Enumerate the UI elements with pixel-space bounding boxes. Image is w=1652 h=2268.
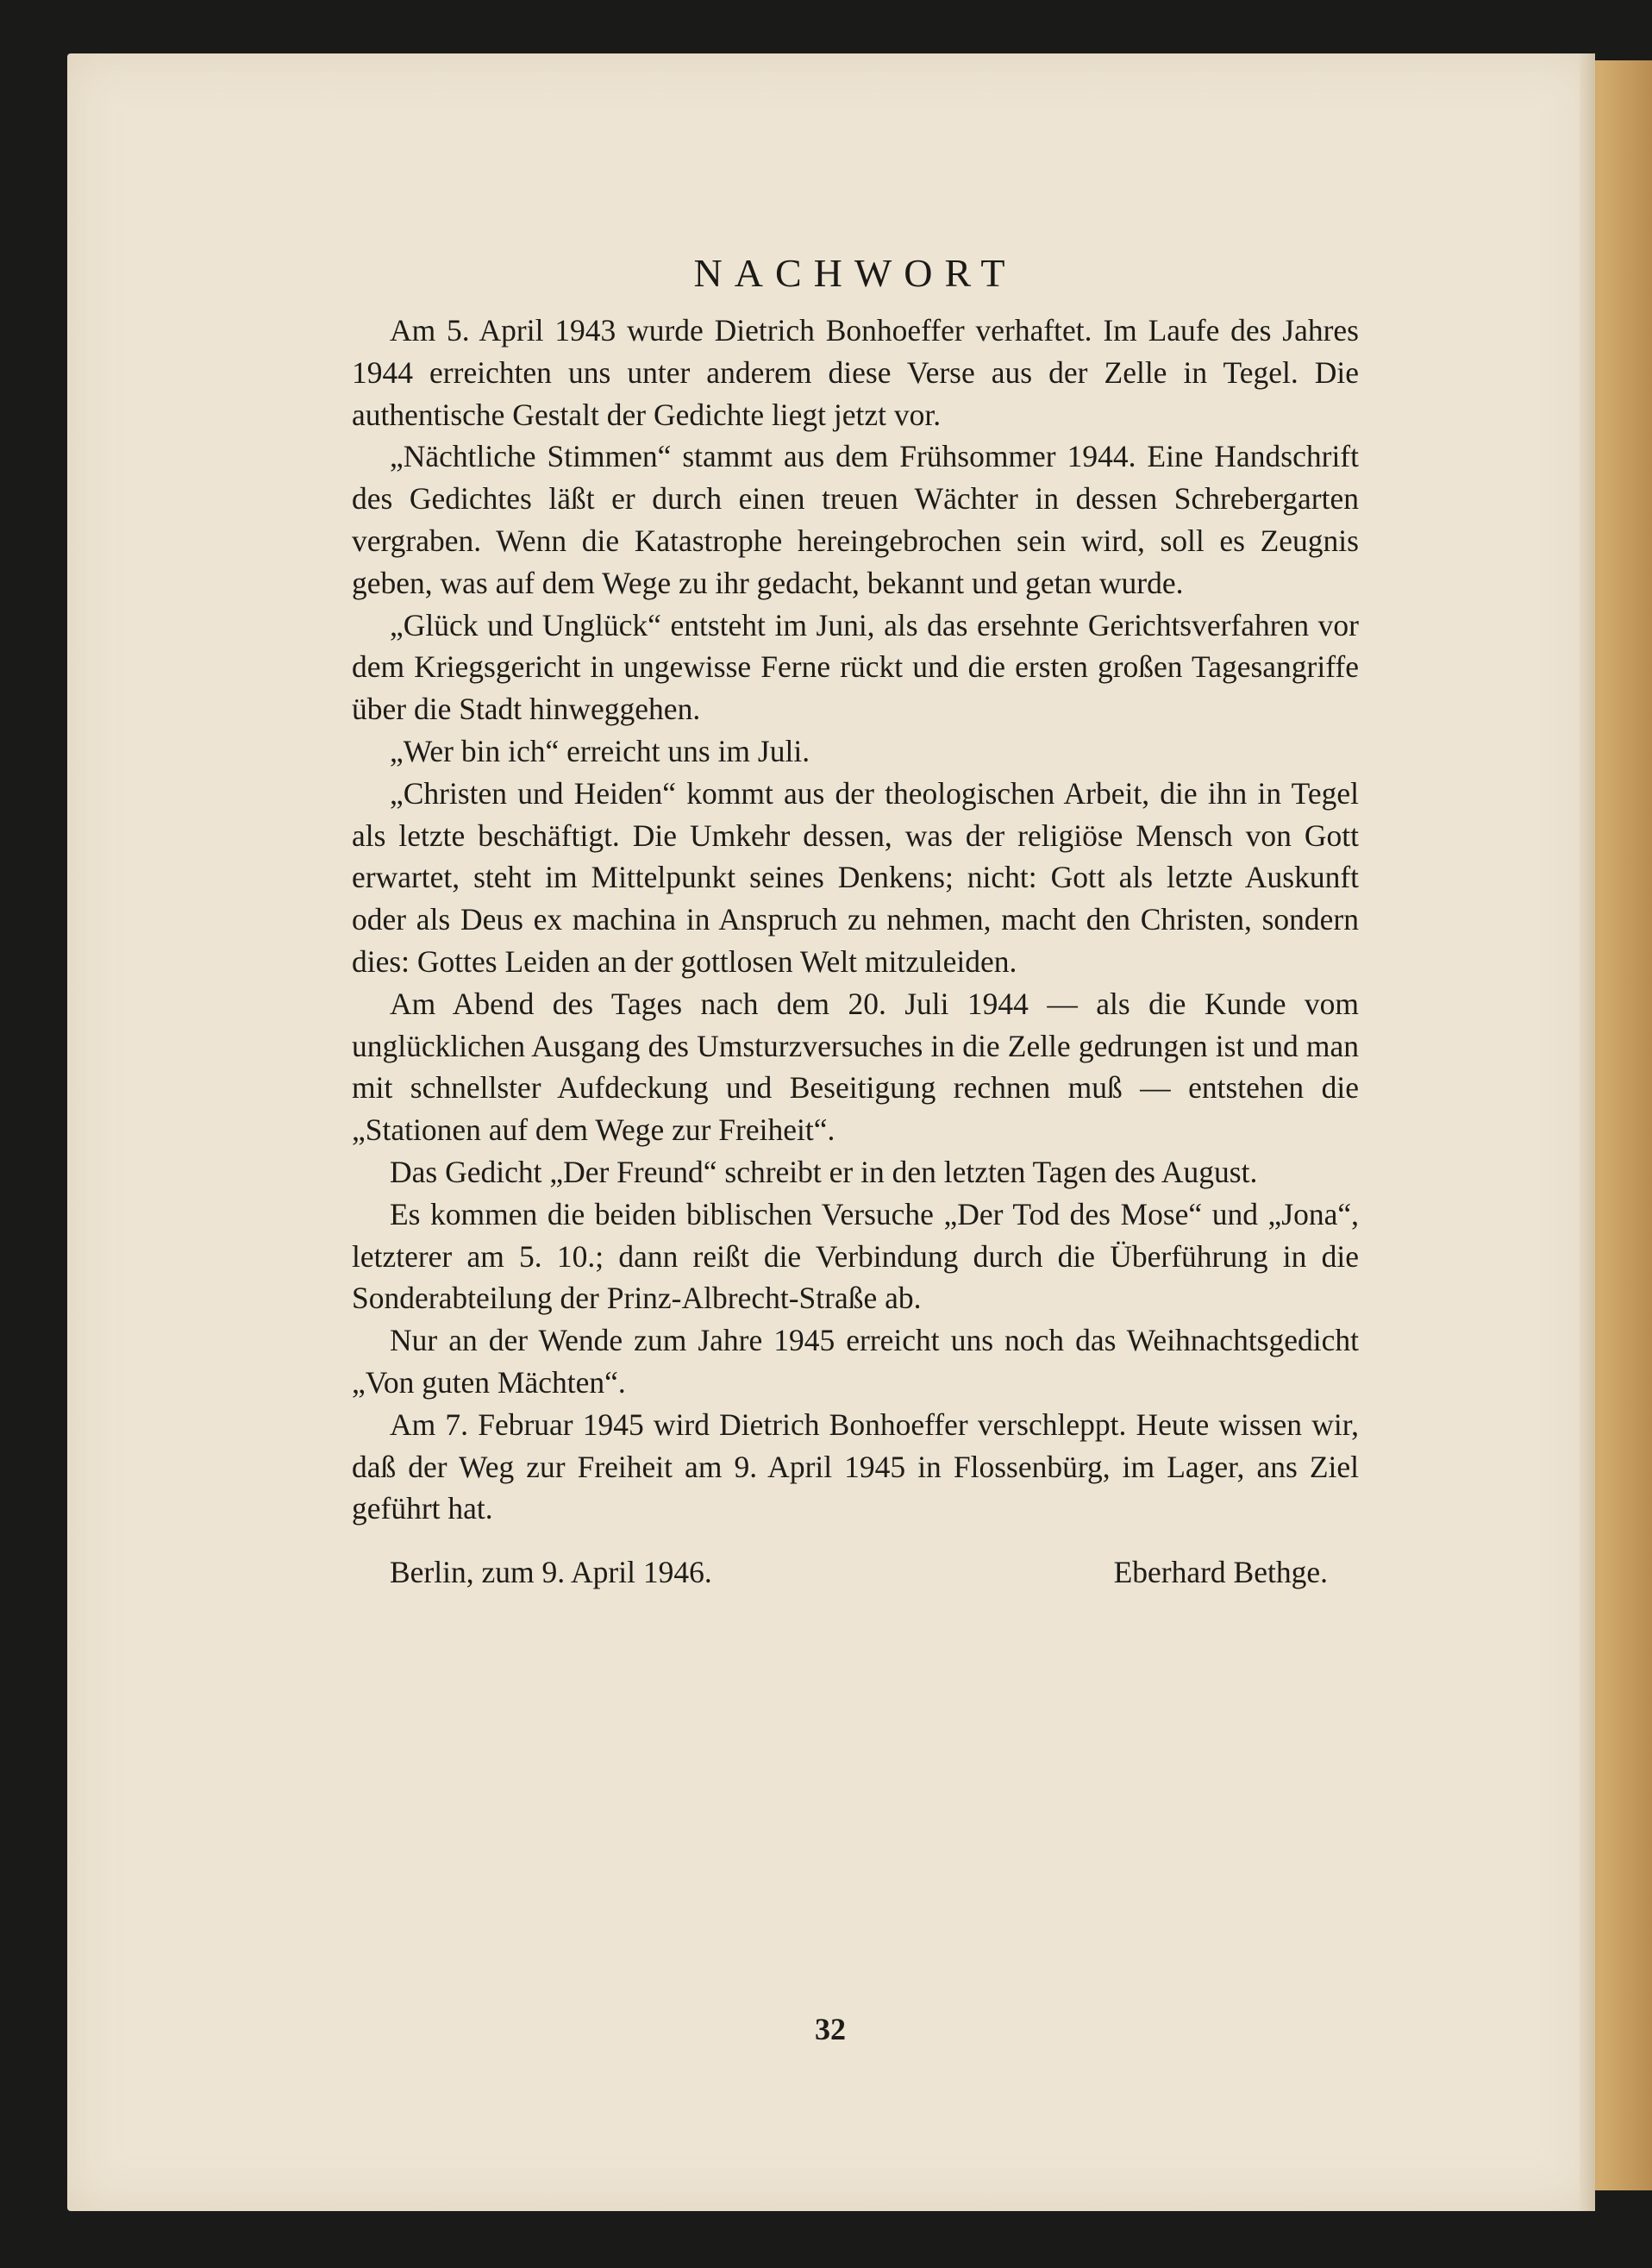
paragraph-4: „Wer bin ich“ erreicht uns im Juli. xyxy=(390,733,810,768)
page-number: 32 xyxy=(815,2012,846,2046)
paragraph-3: „Glück und Unglück“ entsteht im Juni, als das ersehnte Gerichtsverfahren vor dem Kriegsgericht in ungewisse Ferne rückt und die ersten großen Tagesangriffe über die Stadt hinweggehen. xyxy=(352,607,1359,727)
signature-line xyxy=(352,1554,1359,1590)
paragraph-9: Nur an der Wende zum Jahre 1945 erreicht uns noch das Weihnachtsgedicht „Von guten Mächten“. xyxy=(352,1323,1359,1400)
paragraph-5: „Christen und Heiden“ kommt aus der theologischen Arbeit, die ihn in Tegel als letzte beschäftigt. Die Umkehr dessen, was der religiöse Mensch von Gott erwartet, steht im Mittelpunkt seines Denkens; nicht: Gott als letzte Auskunft oder als Deus ex machina in Anspruch zu nehmen, macht den Christen, sondern dies: Gottes Leiden an der gottlosen Welt mitzuleiden. xyxy=(352,775,1359,979)
paragraph-10: Am 7. Februar 1945 wird Dietrich Bonhoeffer verschleppt. Heute wissen wir, daß der Weg zur Freiheit am 9. April 1945 in Flossenbürg, im Lager, ans Ziel geführt hat. xyxy=(352,1407,1359,1526)
book-page xyxy=(67,53,1593,2211)
paragraph-6: Am Abend des Tages nach dem 20. Juli 1944 — als die Kunde vom unglücklichen Ausgang des Umsturzversuches in die Zelle gedrungen ist und man mit schnellster Aufdeckung und Beseitigung rechnen muß — entstehen die „Stationen auf dem Wege zur Freiheit“. xyxy=(352,986,1359,1148)
signature-place-date: Berlin, zum 9. April 1946. xyxy=(390,1555,712,1590)
page-heading: NACHWORT xyxy=(693,251,1017,295)
page-spine-shadow xyxy=(1580,53,1595,2211)
paragraph-2: „Nächtliche Stimmen“ stammt aus dem Frühsommer 1944. Eine Handschrift des Gedichtes läßt er durch einen treuen Wächter in dessen Schrebergarten vergraben. Wenn die Katastrophe hereingebrochen sein wird, soll es Zeugnis geben, was auf dem Wege zu ihr gedacht, bekannt und getan wurde. xyxy=(352,439,1359,600)
paragraph-1: Am 5. April 1943 wurde Dietrich Bonhoeffer verhaftet. Im Laufe des Jahres 1944 erreichten uns unter anderem diese Verse aus der Zelle in Tegel. Die authentische Gestalt der Gedichte liegt jetzt vor. xyxy=(352,313,1359,432)
page-content xyxy=(352,250,1359,1590)
paragraph-8: Es kommen die beiden biblischen Versuche „Der Tod des Mose“ und „Jona“, letzterer am 5. 10.; dann reißt die Verbindung durch die Überführung in die Sonderabteilung der Prinz-Albrecht-Straße ab. xyxy=(352,1196,1359,1316)
signature-author: Eberhard Bethge. xyxy=(1113,1555,1328,1590)
paragraph-7: Das Gedicht „Der Freund“ schreibt er in den letzten Tagen des August. xyxy=(390,1154,1258,1189)
